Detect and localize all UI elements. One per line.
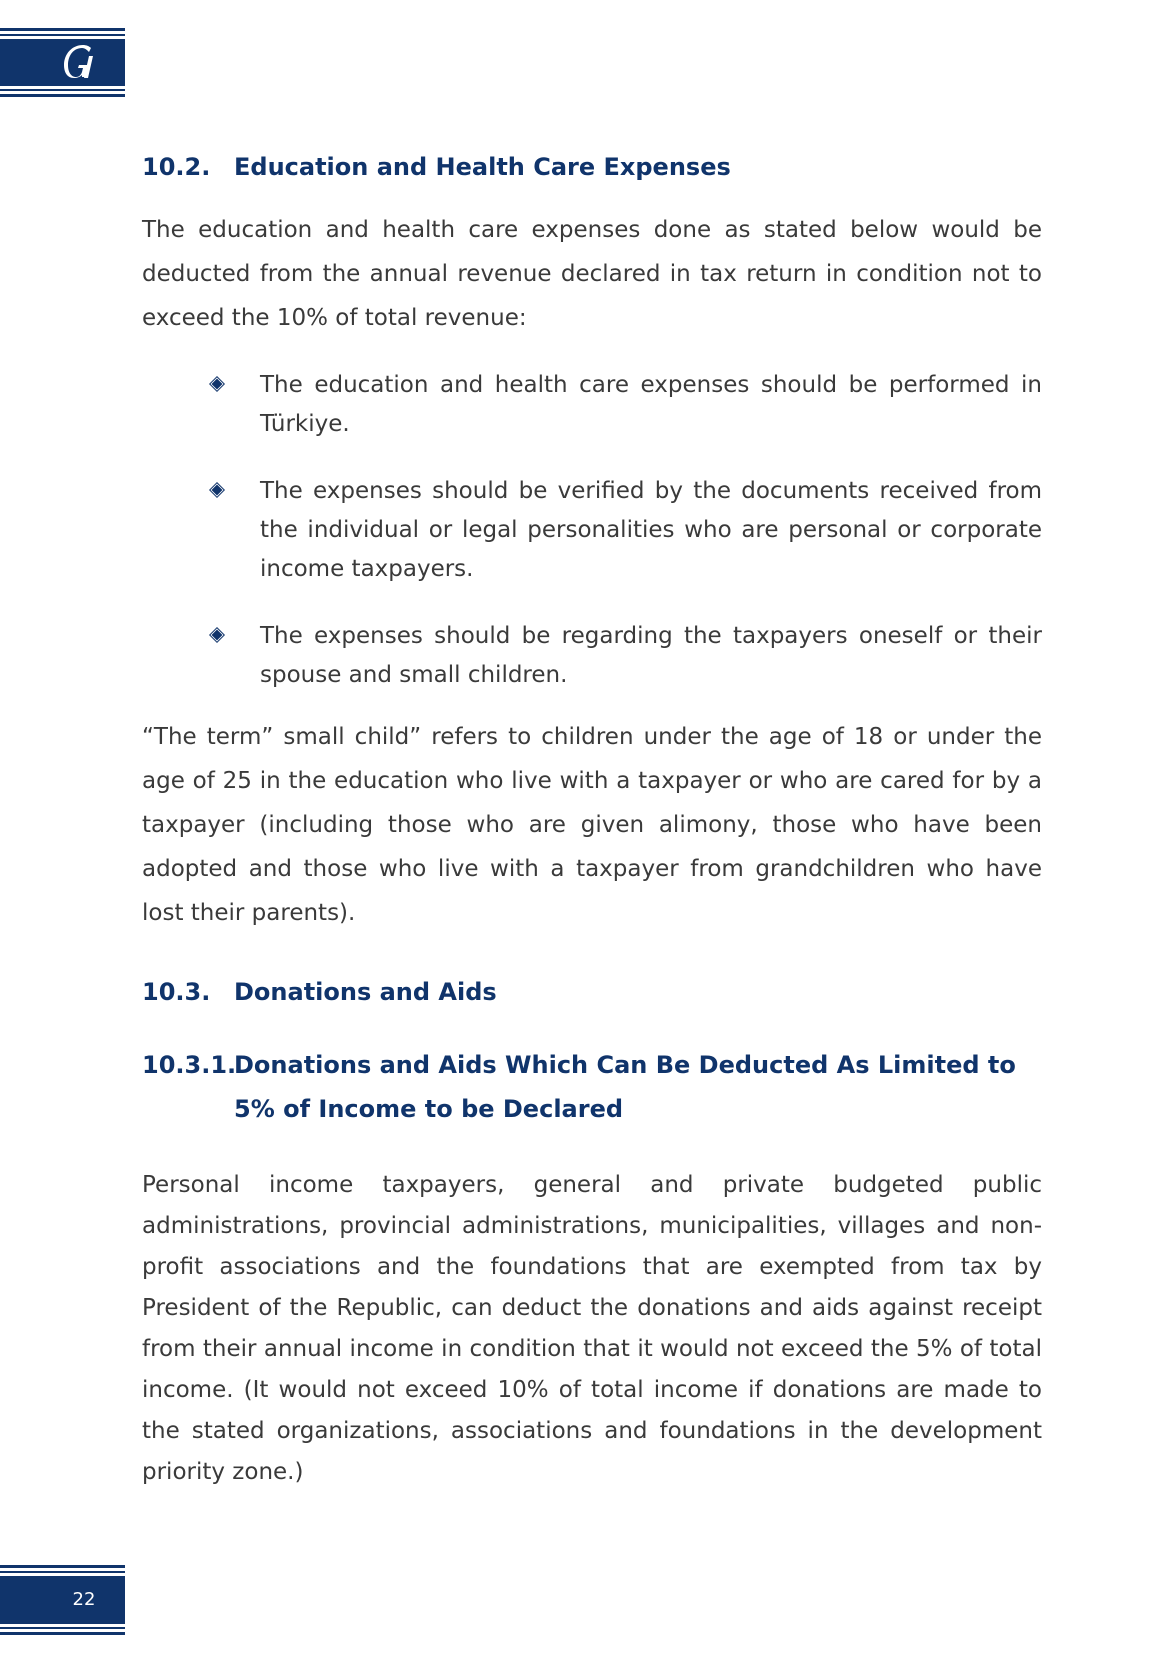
- brand-stripe: [0, 94, 125, 97]
- section-heading-10-3: [142, 975, 1042, 1009]
- brand-stripe: [0, 1565, 125, 1568]
- gi-logo-icon: [62, 44, 94, 82]
- brand-stripe: [0, 28, 125, 31]
- section-title: Education and Health Care Expenses: [234, 153, 731, 181]
- list-item: [142, 617, 1042, 695]
- section-number: 10.3.: [142, 978, 211, 1006]
- diamond-bullet-icon: [208, 375, 226, 393]
- intro-paragraph: The education and health care expenses done as stated below would be deducted from the annual revenue declared in tax return in condition not to exceed the 10% of total revenue:: [142, 217, 1042, 331]
- section-title: Donations and Aids: [234, 978, 497, 1006]
- footer-page-bar: [0, 1565, 125, 1637]
- diamond-bullet-icon: [208, 626, 226, 644]
- brand-stripe: [0, 34, 125, 36]
- section-heading-10-3-1: [142, 1043, 1042, 1131]
- list-item-text: The expenses should be regarding the taxpayers oneself or their spouse and small children.: [260, 623, 1042, 688]
- brand-stripe: [0, 1571, 125, 1573]
- section-heading-10-2: [142, 150, 1042, 184]
- brand-stripe: [0, 1627, 125, 1629]
- donations-paragraph: Personal income taxpayers, general and private budgeted public administrations, provincial administrations, municipalities, villages and non-profit associations and the foundations that are exempted from tax by President of the Republic, can deduct the donations and aids against receipt from their annual income in condition that it would not exceed the 5% of total income. (It would not exceed 10% of total income if donations are made to the stated organizations, associations and foundations in the development priority zone.): [142, 1172, 1042, 1485]
- section-number: 10.2.: [142, 153, 211, 181]
- list-item: [142, 366, 1042, 444]
- requirements-list: [142, 366, 1042, 695]
- page-number: 22: [72, 1589, 96, 1610]
- list-item-text: The expenses should be verified by the documents received from the individual or legal personalities who are personal or corporate income taxpayers.: [260, 478, 1042, 582]
- page-content: [142, 150, 1042, 1493]
- small-child-definition: “The term” small child” refers to children under the age of 18 or under the age of 25 in the education who live with a taxpayer or who are cared for by a taxpayer (including those who are given alimony, those who have been adopted and those who live with a taxpayer from grandchildren who have lost their parents).: [142, 724, 1042, 926]
- list-item-text: The education and health care expenses should be performed in Türkiye.: [260, 372, 1042, 437]
- section-title: Donations and Aids Which Can Be Deducted As Limited to 5% of Income to be Declared: [234, 1051, 1016, 1123]
- brand-stripe: [0, 89, 125, 91]
- section-number: 10.3.1.: [142, 1051, 237, 1079]
- list-item: [142, 472, 1042, 589]
- brand-stripe: [0, 1632, 125, 1635]
- diamond-bullet-icon: [208, 481, 226, 499]
